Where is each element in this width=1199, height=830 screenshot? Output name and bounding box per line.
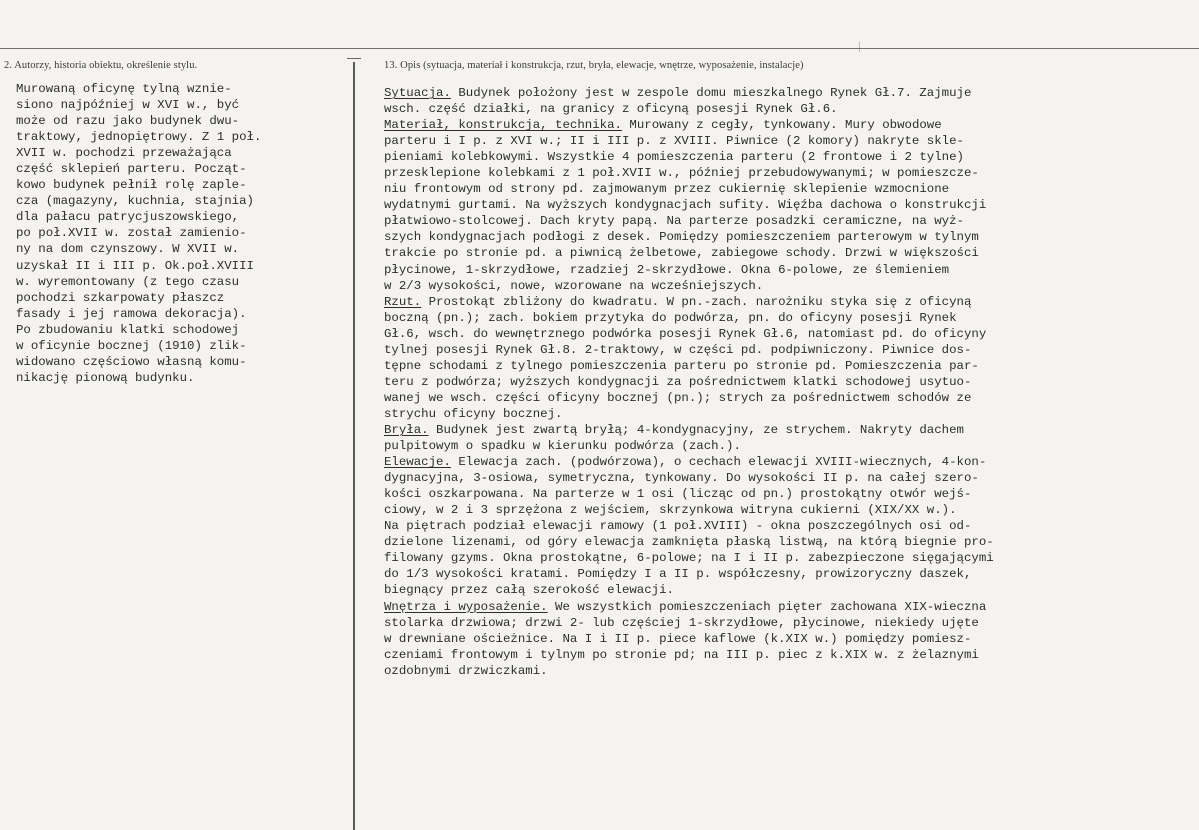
history-line: dla pałacu patrycjuszowskiego,: [16, 210, 240, 225]
history-line: Murowaną oficynę tylną wznie-: [16, 82, 232, 96]
history-line: XVII w. pochodzi przeważająca: [16, 146, 232, 161]
history-line: widowano częściowo własną komu-: [16, 354, 247, 369]
history-line: nikację pionową budynku.: [16, 370, 195, 385]
history-line: traktowy, jednopiętrowy. Z 1 poł.: [16, 130, 262, 145]
section-label-bryla: Bryła.: [384, 422, 429, 437]
section-text-rzut: Prostokąt zbliżony do kwadratu. W pn.-zach. narożniku styka się z oficyną boczną (pn.); zach. bokiem przytyka do podwórza, pn. do oficyny posesji Rynek Gł.6, wsch. do wewnętrznego podwórka posesji Rynek Gł.6, natomiast pd. do oficyny tylnej posesji Rynek Gł.8. 2-traktowy, w części pd. podpiwniczony. Piwnice dos- tępne schodami z tylnego pomieszczenia parteru po stronie pd. Pomieszczenia par- teru z podwórza; wyższych kondygnacji za pośrednictwem klatki schodowej usytuo- wanej we wsch. części oficyny bocznej (pn.); strych za pośrednictwem schodów ze strychu oficyny bocznej.: [384, 294, 987, 421]
history-text: [16, 81, 261, 386]
history-line: ny na dom czynszowy. W XVII w.: [16, 242, 240, 257]
history-line: pochodzi szkarpowaty płaszcz: [16, 290, 225, 305]
history-line: w. wyremontowany (z tego czasu: [16, 274, 240, 289]
history-line: część sklepień parteru. Począt-: [16, 162, 247, 177]
column-divider-tick: [347, 58, 361, 59]
section-label-rzut: Rzut.: [384, 294, 422, 309]
section-label-wnetrza: Wnętrza i wyposażenie.: [384, 599, 548, 614]
history-line: uzyskał II i III p. Ok.poł.XVIII: [16, 258, 254, 273]
history-line: siono najpóźniej w XVI w., być: [16, 98, 240, 113]
history-line: kowo budynek pełnił rolę zaple-: [16, 178, 247, 193]
right-column-heading: 13. Opis (sytuacja, materiał i konstrukcja, rzut, bryła, elewacje, wnętrze, wyposażenie, instalacje): [384, 60, 804, 71]
column-divider: [353, 62, 355, 830]
pencil-mark: [859, 42, 860, 52]
section-text-material: Murowany z cegły, tynkowany. Mury obwodowe parteru i I p. z XVI w.; II i III p. z XVIII. Piwnice (2 komory) nakryte skle- pieniami kolebkowymi. Wszystkie 4 pomieszczenia parteru (2 frontowe i 2 tylne) przesklepione kolebkami z 1 poł.XVII w., później przebudowywanymi; w pomieszcze- niu frontowym od strony pd. zajmowanym przez cukiernię sklepienie wzmocnione wydatnymi gurtami. Na wyższych kondygnacjach sufity. Więźba dachowa o konstrukcji płatwiowo-stolcowej. Dach kryty papą. Na parterze posadzki ceramiczne, na wyż- szych kondygnacjach podłogi z desek. Pomiędzy pomieszczeniem parterowym w tylnym trakcie po stronie pd. a piwnicą żelbetowe, zabiegowe schody. Drzwi w większości płycinowe, 1-skrzydłowe, rzadziej 2-skrzydłowe. Okna 6-polowe, ze ślemieniem w 2/3 wysokości, nowe, wzorowane na wcześniejszych.: [384, 118, 987, 293]
history-line: Po zbudowaniu klatki schodowej: [16, 322, 240, 337]
history-line: w oficynie bocznej (1910) zlik-: [16, 338, 247, 353]
section-text-bryla: Budynek jest zwartą bryłą; 4-kondygnacyjny, ze strychem. Nakryty dachem pulpitowym o spadku w kierunku podwórza (zach.).: [384, 422, 964, 454]
section-label-sytuacja: Sytuacja.: [384, 86, 451, 100]
section-text-sytuacja: Budynek położony jest w zespole domu mieszkalnego Rynek Gł.7. Zajmuje wsch. część działki, na granicy z oficyną posesji Rynek Gł.6.: [384, 86, 972, 117]
top-rule: [0, 48, 1199, 49]
section-text-elewacje: Elewacja zach. (podwórzowa), o cechach elewacji XVIII-wiecznych, 4-kon- dygnacyjna, 3-osiowa, symetryczna, tynkowany. Do wysokości II p. na całej szero- kości oszkarpowana. Na parterze w 1 osi (licząc od pn.) prostokątny otwór wejś- ciowy, w 2 i 3 sprzężona z wejściem, skrzynkowa witryna cukierni (XIX/XX w.). Na piętrach podział elewacji ramowy (1 poł.XVIII) - okna poszczególnych osi od- dzielone lizenami, od góry elewacja zamknięta płaską listwą, na którą biegnie pro- filowany gzyms. Okna prostokątne, 6-polowe; na I i II p. zabezpieczone sięgającymi do 1/3 wysokości kratami. Pomiędzy I a II p. współczesny, prowizoryczny daszek, biegnący przez całą szerokość elewacji.: [384, 455, 994, 598]
history-line: fasady i jej ramowa dekoracja).: [16, 306, 247, 321]
history-line: cza (magazyny, kuchnia, stajnia): [16, 194, 254, 209]
left-column-heading: 2. Autorzy, historia obiektu, określenie stylu.: [4, 60, 198, 71]
history-line: po poł.XVII w. został zamienio-: [16, 226, 247, 241]
section-label-elewacje: Elewacje.: [384, 455, 451, 470]
section-text-wnetrza: We wszystkich pomieszczeniach pięter zachowana XIX-wieczna stolarka drzwiowa; drzwi 2- lub częściej 1-skrzydłowe, płycinowe, niekiedy ujęte w drewniane ościeżnice. Na I i II p. piece kaflowe (k.XIX w.) pomiędzy pomiesz- czeniami frontowym i tylnym po stronie pd; na III p. piec z k.XIX w. z żelaznymi ozdobnymi drzwiczkami.: [384, 599, 987, 678]
section-label-material: Materiał, konstrukcja, technika.: [384, 118, 622, 133]
description-text: [384, 85, 994, 679]
history-line: może od razu jako budynek dwu-: [16, 114, 240, 129]
